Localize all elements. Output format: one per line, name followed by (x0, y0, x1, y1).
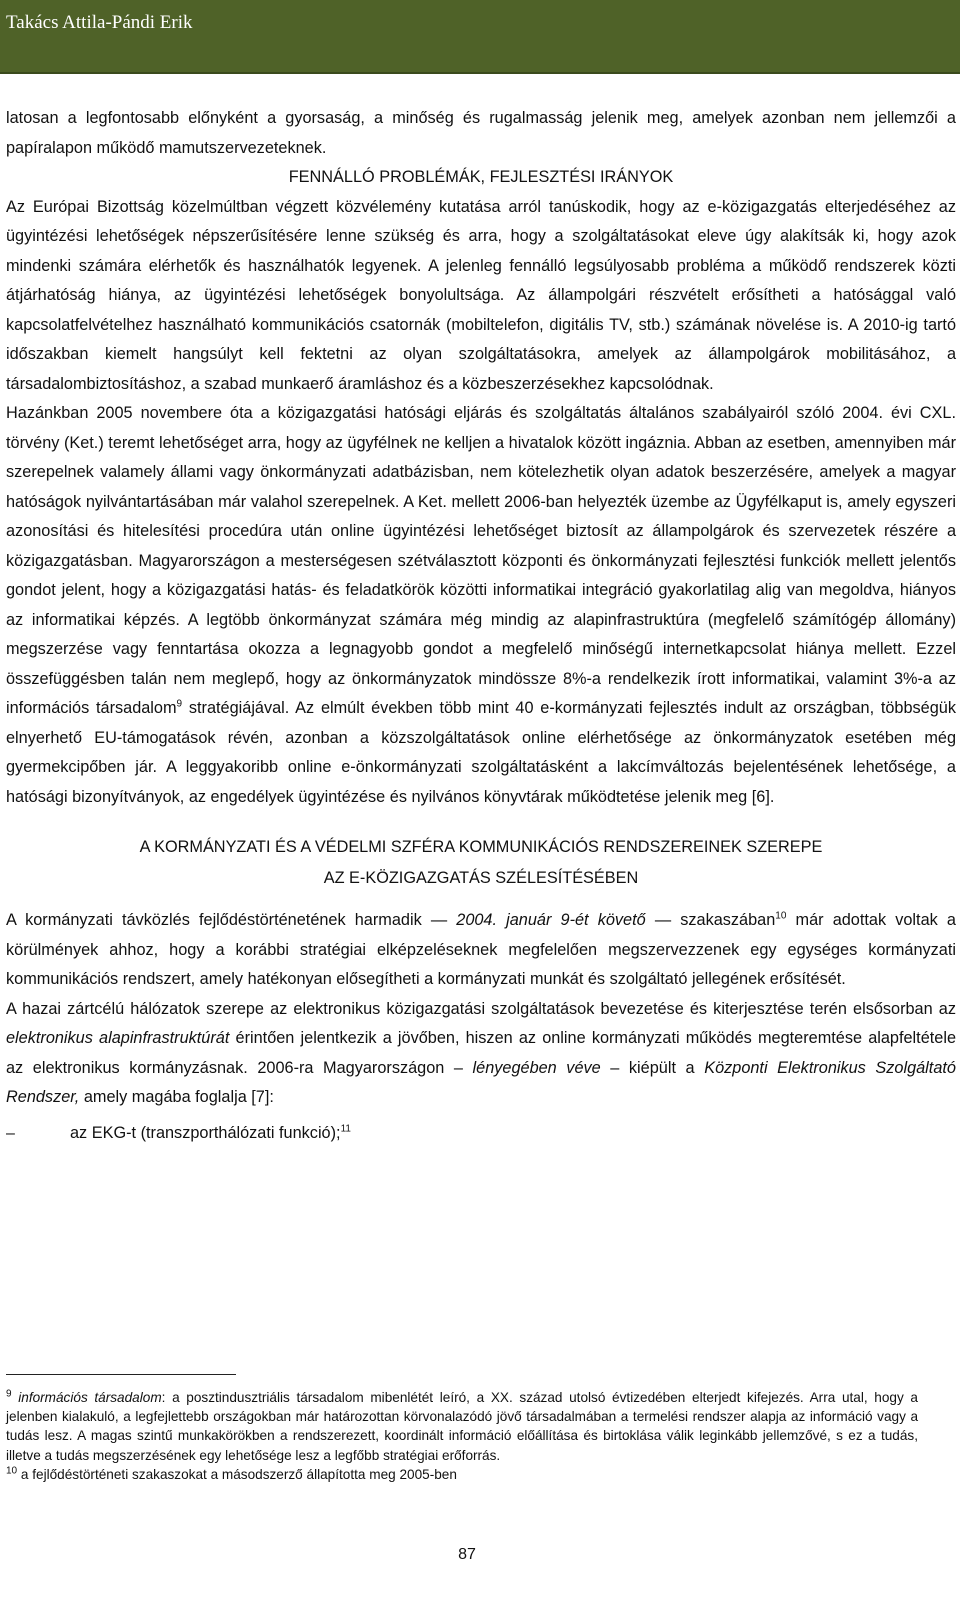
section-heading-problems: FENNÁLLÓ PROBLÉMÁK, FEJLESZTÉSI IRÁNYOK (288, 168, 674, 186)
paragraph-text: Hazánkban 2005 novembere óta a közigazgatási hatósági eljárás és szolgáltatás általános szabályairól szóló 2004. évi CXL. törvény (Ket.) teremt lehetőséget arra, hogy az ügyfélnek ne kelljen a hivatalok között ingáznia. Abban az esetben, amennyiben már szerepelnek valamely állami vagy önkormányzati adatbázisban, nem kötelezhetik olyan adatok beszerzésére, amelyek a magyar hatóságok nyilvántartásában már valahol szerepelnek. A Ket. mellett 2006-ban helyezték üzembe az Ügyfélkaput is, amely egyszeri azonosítási és hitelesítési procedúra után online ügyintézési lehetőséget biztosít az állampolgárok és szervezetek részére a közigazgatásban. Magyarországon a mesterségesen szétválasztott központi és önkormányzati fejlesztési funkciók mellett jelentős gondot jelent, hogy a közigazgatási hatás- és feladatkörök közötti informatikai integráció gyakorlatilag alig van megoldva, hiányos az informatikai képzés. A legtöbb önkormányzat számára még mindig az alapinfrastruktúra (megfelelő számítógép állomány) megszerzése vagy fenntartása okozza a legnagyobb gondot a megfelelő minőségű internetkapcsolat hiánya mellett. Ezzel összefüggésben talán nem meglepő, hogy az önkormányzatok mindössze 8%-a rendelkezik írott informatikai, valamint 3%-a az információs társadalom (6, 404, 956, 717)
footnote-ref-11[interactable]: 11 (340, 1123, 351, 1135)
footnote-number: 10 (6, 1465, 18, 1477)
footnote-term: információs társadalom (18, 1390, 162, 1405)
paragraph-text: A kormányzati távközlés fejlődéstörténetének harmadik — (6, 911, 457, 929)
header-title: Takács Attila-Pándi Erik (6, 12, 193, 33)
footnote-separator (6, 1374, 236, 1375)
footnote-ref-9[interactable]: 9 (176, 698, 183, 710)
paragraph-text: – kiépült a (600, 1058, 705, 1077)
footnote-text: a fejlődéstörténeti szakaszokat a másodszerző állapította meg 2005-ben (17, 1466, 457, 1482)
italic-term: Központi Elektronikus Szolgáltató Rendszer, (6, 1058, 956, 1106)
italic-term: lényegében véve (472, 1058, 601, 1077)
paragraph-text: — szakaszában (645, 911, 776, 929)
paragraph-ket-law (6, 399, 956, 812)
paragraph-text: érintően jelentkezik a jövőben, hiszen az online kormányzati működés megteremtése alapfeltétele az elektronikus kormányzásnak. 2006-ra Magyarországon – (6, 1029, 956, 1077)
footnote-number: 9 (6, 1388, 12, 1400)
paragraph-text: A hazai zártcélú hálózatok szerepe az elektronikus közigazgatási szolgáltatások bevezetése és kiterjesztése terén elsősorban az (6, 999, 956, 1018)
section-heading-communication (6, 832, 956, 894)
footnote-text: : a posztindusztriális társadalom mibenlétét leíró, a XX. század utolsó évtizedében elterjedt kifejezés. Arra utal, hogy a jelenben kialakuló, a legfejlettebb országokban már határozottan körvonalazódó jövő társadalmában a termelési rendszer alapja az információ vagy a tudás lesz. A magas szintű munkakörökben a rendszerezett, koordinált információ előállítása és birtoklása válik leginkább jellemzővé, s ez a tudás, illetve a tudás megszerzésének egy lehetősége lesz a legfőbb stratégiai erőforrás. (6, 1390, 918, 1463)
paragraph-text: amely magába foglalja [7]: (79, 1088, 274, 1106)
paragraph-text: már adottak voltak a körülmények ahhoz, hogy a korábbi stratégiai elképzeléseknek megfelelően megszervezzenek egy egységes kormányzati kommunikációs rendszert, amely hatékonyan elősegítheti a kormányzati munkát és szolgáltató jellegének erősítését. (6, 911, 956, 988)
intro-paragraph: latosan a legfontosabb előnyként a gyorsaság, a minőség és rugalmasság jelenik meg, amelyek azonban nem jellemzői a papíralapon működő mamutszervezeteknek. (6, 109, 956, 157)
running-header (0, 0, 960, 74)
dash-bullet-icon: – (6, 1124, 15, 1142)
paragraph-closed-networks (6, 995, 956, 1113)
footnote-ref-10[interactable]: 10 (775, 910, 787, 922)
heading-line-1: A KORMÁNYZATI ÉS A VÉDELMI SZFÉRA KOMMUNIKÁCIÓS RENDSZEREINEK SZEREPE (139, 838, 823, 856)
footnote-10 (6, 1465, 918, 1484)
paragraph-telecom-history (6, 906, 956, 995)
list-item (6, 1119, 956, 1149)
heading-line-2: AZ E-KÖZIGAZGATÁS SZÉLESÍTÉSÉBEN (323, 869, 639, 887)
paragraph-text: stratégiájával. Az elmúlt években több mint 40 e-kormányzati fejlesztés indult az országban, többségük elnyerhető EU-támogatások révén, azonban a közszolgáltatások online elérhetősége az önkormányzatok esetében még gyermekcipőben jár. A leggyakoribb online e-önkormányzati szolgáltatásként a lakcímváltozás bejelentésének lehetősége, a hatósági bizonyítványok, az engedélyek ügyintézése és nyilvános könyvtárak működtetése jelenik meg [6]. (6, 699, 956, 806)
footnote-9 (6, 1388, 918, 1465)
paragraph-eu-survey: Az Európai Bizottság közelmúltban végzett közvélemény kutatása arról tanúskodik, hogy az e-közigazgatás elterjedéséhez az ügyintézési lehetőségek népszerűsítésére lenne szükség és arra, hogy a szolgáltatásokat eleve úgy alakítsák ki, hogy azok mindenki számára elérhetők és használhatók legyenek. A jelenleg fennálló legsúlyosabb probléma a működő rendszerek közti átjárhatóság hiánya, az ügyintézési lehetőségek bonyolultsága. Az állampolgári részvételt erősítheti a hatósággal való kapcsolatfelvételhez használható kommunikációs csatornák (mobiltelefon, digitális TV, stb.) számának növelése is. A 2010-ig tartó időszakban kiemelt hangsúlyt kell fektetni az olyan szolgáltatásokra, amelyek az állampolgárok mobilitásához, a társadalombiztosításhoz, a szabad munkaerő áramláshoz és a közbeszerzésekhez kapcsolódnak. (6, 197, 956, 393)
list-item-text: az EKG-t (transzporthálózati funkció); (70, 1123, 341, 1142)
page-number: 87 (458, 1546, 476, 1563)
italic-term: elektronikus alapinfrastruktúrát (6, 1029, 230, 1047)
italic-date: 2004. január 9-ét követő (456, 911, 646, 929)
main-text (6, 104, 956, 1148)
footnotes (6, 1388, 918, 1484)
